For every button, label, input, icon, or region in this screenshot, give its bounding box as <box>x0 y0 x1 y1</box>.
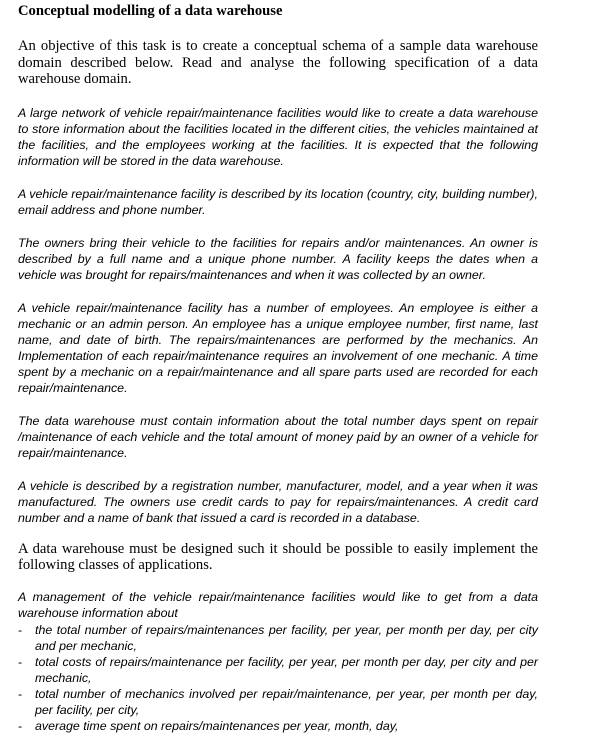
list-item-text: total costs of repairs/maintenance per facility, per year, per month per day, per city and per mechanic, <box>35 654 538 685</box>
spec-paragraph-4: A vehicle repair/maintenance facility has a number of employees. An employee is either a mechanic or an admin person. An employee has a unique employee number, first name, last name, and date of birth. The repairs/maintenances are performed by the mechanics. An Implementation of each repair/maintenance requires an involvement of one mechanic. A time spent by a mechanic on a repair/maintenance and all spare parts used are recorded for each repair/maintenance. <box>18 300 538 395</box>
management-intro: A management of the vehicle repair/maintenance facilities would like to get from a data warehouse information about <box>18 589 538 620</box>
list-item-text: the total number of repairs/maintenances per facility, per year, per month per day, per city and per mechanic, <box>35 622 538 653</box>
spec-paragraph-6: A vehicle is described by a registration number, manufacturer, model, and a year when it was manufactured. The owners use credit cards to pay for repairs/maintenances. A credit card number and a name of bank that issued a card is recorded in a database. <box>18 478 538 525</box>
intro-paragraph: An objective of this task is to create a conceptual schema of a sample data warehouse domain described below. Read and analyse the following specification of a data warehouse domain. <box>18 38 538 87</box>
list-item <box>18 718 538 734</box>
list-item <box>18 654 538 686</box>
list-item <box>18 622 538 654</box>
bullet-dash: - <box>18 622 23 637</box>
list-item-text: average time spent on repairs/maintenances per year, month, day, <box>35 718 399 733</box>
bullet-dash: - <box>18 686 23 701</box>
bullet-dash: - <box>18 718 23 733</box>
list-item-text: total number of mechanics involved per repair/maintenance, per year, per month per day, per facility, per city, <box>35 686 538 717</box>
bullet-dash: - <box>18 654 23 669</box>
spec-paragraph-3: The owners bring their vehicle to the facilities for repairs and/or maintenances. An owner is described by a full name and a unique phone number. A facility keeps the dates when a vehicle was brought for repairs/maintenances and when it was collected by an owner. <box>18 235 538 282</box>
requirements-list <box>18 622 538 734</box>
spec-paragraph-1: A large network of vehicle repair/maintenance facilities would like to create a data warehouse to store information about the facilities located in the different cities, the vehicles maintained at the facilities, and the employees working at the facilities. It is expected that the following information will be stored in the data warehouse. <box>18 105 538 168</box>
document-page <box>18 0 538 734</box>
document-title: Conceptual modelling of a data warehouse <box>18 3 283 19</box>
spec-paragraph-2: A vehicle repair/maintenance facility is described by its location (country, city, building number), email address and phone number. <box>18 186 538 217</box>
spec-paragraph-5: The data warehouse must contain information about the total number days spent on repair /maintenance of each vehicle and the total amount of money paid by an owner of a vehicle for repair/maintenance. <box>18 413 538 460</box>
design-statement: A data warehouse must be designed such it should be possible to easily implement the following classes of applications. <box>18 540 538 573</box>
list-item <box>18 686 538 718</box>
